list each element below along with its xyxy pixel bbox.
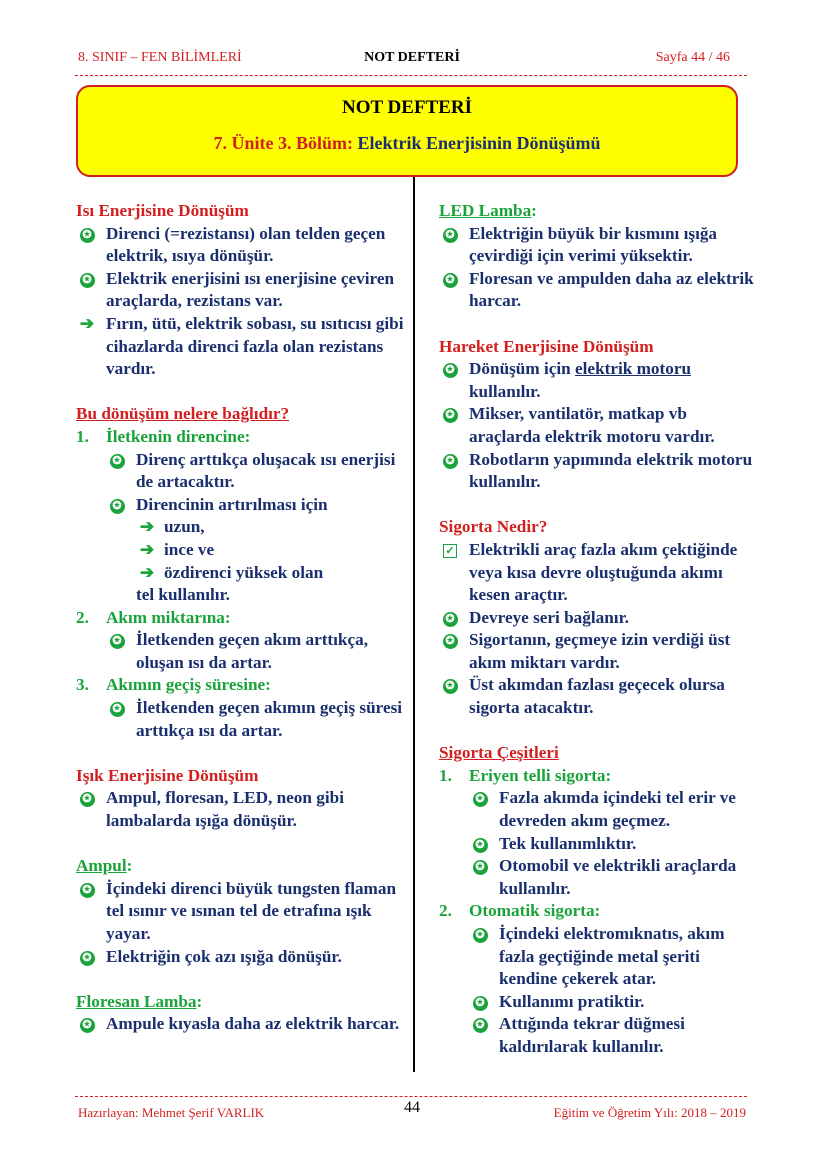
- star-bullet-icon: ✪: [469, 1013, 491, 1036]
- list-item: ✪ Direnci (=rezistansı) olan telden geçen elektrik, ısıya dönüşür.: [76, 223, 406, 268]
- footer-page-number: 44: [404, 1099, 420, 1116]
- section-heading-fuse: Sigorta Nedir?: [439, 517, 548, 537]
- footer-author: Hazırlayan: Mehmet Şerif VARLIK: [78, 1105, 265, 1120]
- star-bullet-icon: ✪: [469, 833, 491, 856]
- title-subtitle: [78, 133, 736, 154]
- star-bullet-icon: ✪: [76, 878, 98, 901]
- star-bullet-icon: ✪: [469, 991, 491, 1014]
- header-subject: 8. SINIF – FEN BİLİMLERİ: [78, 50, 242, 65]
- header-page-number: Sayfa 44 / 46: [655, 50, 730, 65]
- list-item: ✪ Elektriğin büyük bir kısmını ışığa çevirdiği için verimi yüksektir.: [439, 223, 757, 268]
- list-item: ✪ Direnç arttıkça oluşacak ısı enerjisi de artacaktır.: [76, 449, 406, 494]
- star-bullet-icon: ✪: [439, 358, 461, 381]
- section-heading-heat: Isı Enerjisine Dönüşüm: [76, 201, 249, 220]
- star-bullet-icon: ✪: [439, 674, 461, 697]
- list-item: ➔ özdirenci yüksek olan: [76, 562, 406, 585]
- section-heading-fluorescent: Floresan Lamba:: [76, 991, 203, 1011]
- list-item: ✪ Kullanımı pratiktir.: [439, 991, 757, 1014]
- list-item: ✓ Elektrikli araç fazla akım çektiğinde veya kısa devre oluştuğunda akımı kesen araçtır.: [439, 539, 757, 607]
- star-bullet-icon: ✪: [469, 923, 491, 946]
- list-item: ✪ Devreye seri bağlanır.: [439, 607, 757, 630]
- list-item-continuation: tel kullanılır.: [136, 585, 230, 605]
- list-item: ✪ İletkenden geçen akım arttıkça, oluşan ısı da artar.: [76, 629, 406, 674]
- list-item: ✪ Elektriğin çok azı ışığa dönüşür.: [76, 946, 406, 969]
- list-item: ✪ Dönüşüm için elektrik motoru kullanılır.: [439, 358, 757, 403]
- header-title: NOT DEFTERİ: [364, 50, 460, 65]
- list-item: ✪ Direncinin artırılması için: [76, 494, 406, 517]
- arrow-bullet-icon: ➔: [79, 313, 95, 333]
- star-bullet-icon: ✪: [469, 787, 491, 810]
- right-column: [439, 200, 757, 1059]
- list-item: ✪ İletkenden geçen akımın geçiş süresi arttıkça ısı da artar.: [76, 697, 406, 742]
- footer-divider: [75, 1096, 747, 1097]
- list-item: ✪ İçindeki direnci büyük tungsten flaman tel ısınır ve ısınan tel de etrafına ışık yayar.: [76, 878, 406, 946]
- list-item: ✪ Attığında tekrar düğmesi kaldırılarak kullanılır.: [439, 1013, 757, 1058]
- list-item: ✪ Sigortanın, geçmeye izin verdiği üst akım miktarı vardır.: [439, 629, 757, 674]
- numbered-item: 1. İletkenin direncine:: [76, 426, 251, 446]
- star-bullet-icon: ✪: [76, 268, 98, 291]
- list-item: ✪ Fazla akımda içindeki tel erir ve devreden akım geçmez.: [439, 787, 757, 832]
- star-bullet-icon: ✪: [439, 607, 461, 630]
- star-bullet-icon: ✪: [469, 855, 491, 878]
- arrow-bullet-icon: ➔: [139, 539, 155, 559]
- star-bullet-icon: ✪: [76, 946, 98, 969]
- list-item: ✪ Ampul, floresan, LED, neon gibi lambalarda ışığa dönüşür.: [76, 787, 406, 832]
- star-bullet-icon: ✪: [106, 697, 128, 720]
- list-item: ➔ uzun,: [76, 516, 406, 539]
- star-bullet-icon: ✪: [106, 449, 128, 472]
- star-bullet-icon: ✪: [106, 494, 128, 517]
- star-bullet-icon: ✪: [439, 268, 461, 291]
- star-bullet-icon: ✪: [439, 403, 461, 426]
- section-heading-led: LED Lamba:: [439, 201, 537, 220]
- header-divider: [75, 75, 747, 76]
- star-bullet-icon: ✪: [439, 449, 461, 472]
- left-column: [76, 200, 406, 1036]
- section-heading-light: Işık Enerjisine Dönüşüm: [76, 765, 259, 785]
- list-item: ✪ Floresan ve ampulden daha az elektrik harcar.: [439, 268, 757, 313]
- footer-school-year: Eğitim ve Öğretim Yılı: 2018 – 2019: [553, 1105, 746, 1120]
- list-item: ➔ ince ve: [76, 539, 406, 562]
- list-item: ✪ Tek kullanımlıktır.: [439, 833, 757, 856]
- numbered-item: 2. Otomatik sigorta:: [439, 901, 601, 921]
- section-heading-dependencies: Bu dönüşüm nelere bağlıdır?: [76, 404, 290, 424]
- page-header: [78, 50, 746, 72]
- section-heading-fuse-types: Sigorta Çeşitleri: [439, 743, 559, 763]
- section-heading-bulb: Ampul:: [76, 856, 133, 876]
- numbered-item: 1. Eriyen telli sigorta:: [439, 765, 612, 785]
- title-main: NOT DEFTERİ: [341, 97, 473, 118]
- list-item: ✪ Robotların yapımında elektrik motoru kullanılır.: [439, 449, 757, 494]
- list-item: ✪ Üst akımdan fazlası geçecek olursa sigorta atacaktır.: [439, 674, 757, 719]
- numbered-item: 3. Akımın geçiş süresine:: [76, 675, 271, 695]
- star-bullet-icon: ✪: [76, 223, 98, 246]
- checkbox-bullet-icon: ✓: [439, 539, 461, 562]
- star-bullet-icon: ✪: [76, 787, 98, 810]
- title-unit: 7. Ünite 3. Bölüm:: [213, 133, 353, 153]
- numbered-item: 2. Akım miktarına:: [76, 607, 231, 627]
- star-bullet-icon: ✪: [439, 629, 461, 652]
- list-item: ✪ Mikser, vantilatör, matkap vb araçlarda elektrik motoru vardır.: [439, 403, 757, 448]
- arrow-bullet-icon: ➔: [139, 517, 155, 537]
- section-heading-motion: Hareket Enerjisine Dönüşüm: [439, 336, 654, 356]
- list-item: ✪ Elektrik enerjisini ısı enerjisine çeviren araçlarda, rezistans var.: [76, 268, 406, 313]
- star-bullet-icon: ✪: [76, 1013, 98, 1036]
- title-box: [76, 85, 738, 177]
- arrow-bullet-icon: ➔: [139, 562, 155, 582]
- list-item: ➔ Fırın, ütü, elektrik sobası, su ısıtıcısı gibi cihazlarda direnci fazla olan rezistans vardır.: [76, 313, 406, 381]
- title-topic: Elektrik Enerjisinin Dönüşümü: [357, 133, 601, 153]
- star-bullet-icon: ✪: [439, 223, 461, 246]
- list-item: ✪ Ampule kıyasla daha az elektrik harcar.: [76, 1013, 406, 1036]
- column-divider: [413, 177, 415, 1072]
- list-item: ✪ İçindeki elektromıknatıs, akım fazla geçtiğinde metal şeriti kendine çekerek atar.: [439, 923, 757, 991]
- list-item: ✪ Otomobil ve elektrikli araçlarda kullanılır.: [439, 855, 757, 900]
- star-bullet-icon: ✪: [106, 629, 128, 652]
